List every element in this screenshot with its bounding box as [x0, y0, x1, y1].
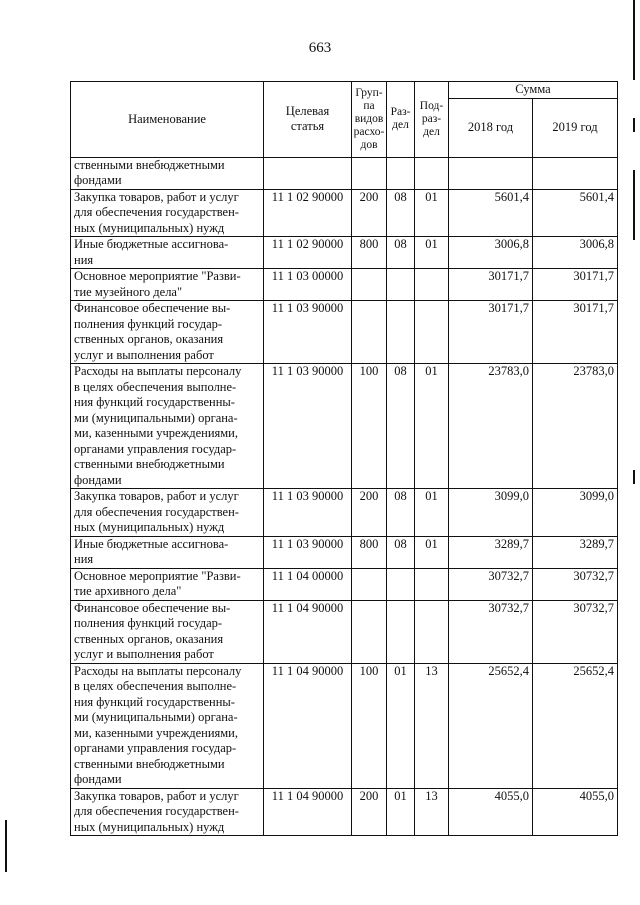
row-target-article: 11 1 03 90000: [264, 301, 352, 364]
row-expense-group: 800: [352, 237, 387, 269]
row-name-line: для обеспечения государствен-: [74, 804, 239, 818]
table-row: [71, 364, 618, 489]
row-section: [387, 301, 415, 364]
row-section: [387, 568, 415, 600]
row-target-article: 11 1 03 90000: [264, 536, 352, 568]
row-sum-2018: 3006,8: [449, 237, 533, 269]
row-target-article: 11 1 03 90000: [264, 489, 352, 537]
row-section: [387, 157, 415, 189]
row-name-line: ния функций государственны-: [74, 395, 235, 409]
row-name-line: Финансовое обеспечение вы-: [74, 301, 231, 315]
row-sum-2019: [533, 157, 618, 189]
row-target-article: 11 1 04 90000: [264, 788, 352, 836]
row-name-line: ми (муниципальными) органа-: [74, 410, 238, 425]
table-row: [71, 157, 618, 189]
row-sum-2018: 5601,4: [449, 189, 533, 237]
page-number: 663: [308, 40, 332, 56]
row-sum-2019: 25652,4: [533, 663, 618, 788]
row-name-line: фондами: [74, 173, 122, 187]
row-target-article: 11 1 03 90000: [264, 364, 352, 489]
row-name: [71, 364, 264, 489]
row-name: [71, 489, 264, 537]
row-name-line: Иные бюджетные ассигнова-: [74, 237, 229, 251]
row-section: 08: [387, 536, 415, 568]
row-sum-2018: 30171,7: [449, 301, 533, 364]
row-target-article: 11 1 02 90000: [264, 237, 352, 269]
row-subsection: [415, 600, 449, 663]
row-subsection: 01: [415, 489, 449, 537]
row-name-line: для обеспечения государствен-: [74, 205, 239, 219]
row-name: [71, 568, 264, 600]
table-row: [71, 536, 618, 568]
row-sum-2019: 3289,7: [533, 536, 618, 568]
row-target-article: 11 1 02 90000: [264, 189, 352, 237]
row-name-line: ния: [74, 552, 94, 566]
row-name-line: ственными внебюджетными: [74, 157, 225, 172]
row-subsection: 01: [415, 536, 449, 568]
row-expense-group: 100: [352, 663, 387, 788]
row-subsection: 01: [415, 189, 449, 237]
row-name: [71, 301, 264, 364]
row-subsection: [415, 568, 449, 600]
table-row: [71, 489, 618, 537]
row-name-line: ных (муниципальных) нужд: [74, 819, 225, 834]
row-name-line: услуг и выполнения работ: [74, 347, 214, 362]
row-expense-group: [352, 568, 387, 600]
row-name-line: в целях обеспечения выполне-: [74, 679, 237, 693]
row-name-line: Закупка товаров, работ и услуг: [74, 788, 239, 803]
row-name-line: ственными внебюджетными: [74, 756, 225, 771]
row-name-line: фондами: [74, 472, 122, 487]
row-name: [71, 536, 264, 568]
row-name-line: фондами: [74, 772, 122, 786]
row-sum-2018: [449, 157, 533, 189]
row-subsection: 13: [415, 663, 449, 788]
edge-mark: [633, 118, 635, 132]
row-name-line: ных (муниципальных) нужд: [74, 220, 225, 235]
row-sum-2019: 23783,0: [533, 364, 618, 489]
row-name-line: ми, казенными учреждениями,: [74, 725, 239, 740]
row-sum-2019: 30171,7: [533, 301, 618, 364]
row-name-line: Расходы на выплаты персоналу: [74, 364, 242, 378]
edge-mark: [5, 820, 7, 872]
row-expense-group: 200: [352, 788, 387, 836]
row-name-line: ния функций государственны-: [74, 694, 235, 709]
row-expense-group: [352, 157, 387, 189]
header-name: Наименование: [71, 82, 264, 158]
row-sum-2019: 5601,4: [533, 189, 618, 237]
row-section: [387, 269, 415, 301]
row-name: [71, 788, 264, 836]
budget-table: [70, 81, 618, 836]
row-name: [71, 189, 264, 237]
row-sum-2018: 25652,4: [449, 663, 533, 788]
row-name-line: органами управления государ-: [74, 441, 237, 456]
edge-mark: [633, 170, 635, 240]
row-name-line: ми (муниципальными) органа-: [74, 710, 238, 724]
table-row: [71, 237, 618, 269]
row-target-article: 11 1 03 00000: [264, 269, 352, 301]
row-sum-2018: 3099,0: [449, 489, 533, 537]
row-section: 08: [387, 189, 415, 237]
row-name-line: в целях обеспечения выполне-: [74, 379, 237, 394]
row-subsection: [415, 301, 449, 364]
row-section: 08: [387, 237, 415, 269]
header-target-article: Целевая статья: [264, 82, 352, 158]
table-row: [71, 663, 618, 788]
table-row: [71, 568, 618, 600]
row-sum-2019: 3006,8: [533, 237, 618, 269]
row-name: [71, 237, 264, 269]
row-subsection: [415, 269, 449, 301]
row-expense-group: [352, 301, 387, 364]
row-sum-2019: 3099,0: [533, 489, 618, 537]
row-name-line: Финансовое обеспечение вы-: [74, 600, 231, 615]
row-sum-2019: 4055,0: [533, 788, 618, 836]
row-section: 01: [387, 663, 415, 788]
row-target-article: 11 1 04 90000: [264, 600, 352, 663]
row-section: 01: [387, 788, 415, 836]
row-subsection: 13: [415, 788, 449, 836]
row-name: [71, 600, 264, 663]
table-row: [71, 600, 618, 663]
row-subsection: 01: [415, 237, 449, 269]
table-row: [71, 788, 618, 836]
row-expense-group: [352, 269, 387, 301]
header-sum: Сумма: [449, 82, 618, 99]
row-target-article: 11 1 04 00000: [264, 568, 352, 600]
row-name-line: ми, казенными учреждениями,: [74, 426, 239, 440]
row-name-line: полнения функций государ-: [74, 316, 223, 331]
row-name: [71, 157, 264, 189]
header-section: Раз- дел: [387, 82, 415, 158]
row-section: 08: [387, 489, 415, 537]
row-expense-group: [352, 600, 387, 663]
row-name-line: Закупка товаров, работ и услуг: [74, 189, 239, 204]
row-sum-2018: 3289,7: [449, 536, 533, 568]
row-name-line: ных (муниципальных) нужд: [74, 520, 225, 534]
edge-mark: [633, 0, 635, 80]
row-name-line: ственными внебюджетными: [74, 457, 225, 471]
row-sum-2018: 30171,7: [449, 269, 533, 301]
table-row: [71, 269, 618, 301]
row-expense-group: 200: [352, 189, 387, 237]
header-subsection: Под- раз- дел: [415, 82, 449, 158]
table-row: [71, 189, 618, 237]
row-sum-2018: 4055,0: [449, 788, 533, 836]
row-name-line: тие музейного дела": [74, 284, 183, 299]
row-sum-2018: 30732,7: [449, 600, 533, 663]
row-sum-2019: 30732,7: [533, 568, 618, 600]
row-subsection: [415, 157, 449, 189]
row-name-line: тие архивного дела": [74, 584, 182, 598]
row-name-line: Основное мероприятие "Разви-: [74, 568, 241, 583]
row-name: [71, 269, 264, 301]
row-name-line: ственных органов, оказания: [74, 332, 224, 346]
row-section: 08: [387, 364, 415, 489]
row-name-line: Расходы на выплаты персоналу: [74, 663, 242, 678]
header-expense-group: Груп- па видов расхо- дов: [352, 82, 387, 158]
row-expense-group: 800: [352, 536, 387, 568]
row-name-line: ния: [74, 252, 94, 267]
row-name-line: органами управления государ-: [74, 741, 237, 755]
table-row: [71, 301, 618, 364]
row-name-line: услуг и выполнения работ: [74, 647, 214, 661]
row-name-line: полнения функций государ-: [74, 616, 223, 630]
row-name-line: ственных органов, оказания: [74, 631, 224, 646]
row-subsection: 01: [415, 364, 449, 489]
row-name: [71, 663, 264, 788]
row-target-article: 11 1 04 90000: [264, 663, 352, 788]
header-year-2019: 2019 год: [533, 98, 618, 157]
row-sum-2018: 23783,0: [449, 364, 533, 489]
row-name-line: Основное мероприятие "Разви-: [74, 269, 241, 283]
row-sum-2018: 30732,7: [449, 568, 533, 600]
edge-mark: [633, 470, 635, 484]
row-sum-2019: 30171,7: [533, 269, 618, 301]
row-section: [387, 600, 415, 663]
row-name-line: Закупка товаров, работ и услуг: [74, 489, 239, 503]
row-name-line: Иные бюджетные ассигнова-: [74, 536, 229, 551]
row-sum-2019: 30732,7: [533, 600, 618, 663]
row-name-line: для обеспечения государствен-: [74, 504, 239, 519]
row-target-article: [264, 157, 352, 189]
row-expense-group: 200: [352, 489, 387, 537]
header-year-2018: 2018 год: [449, 98, 533, 157]
row-expense-group: 100: [352, 364, 387, 489]
